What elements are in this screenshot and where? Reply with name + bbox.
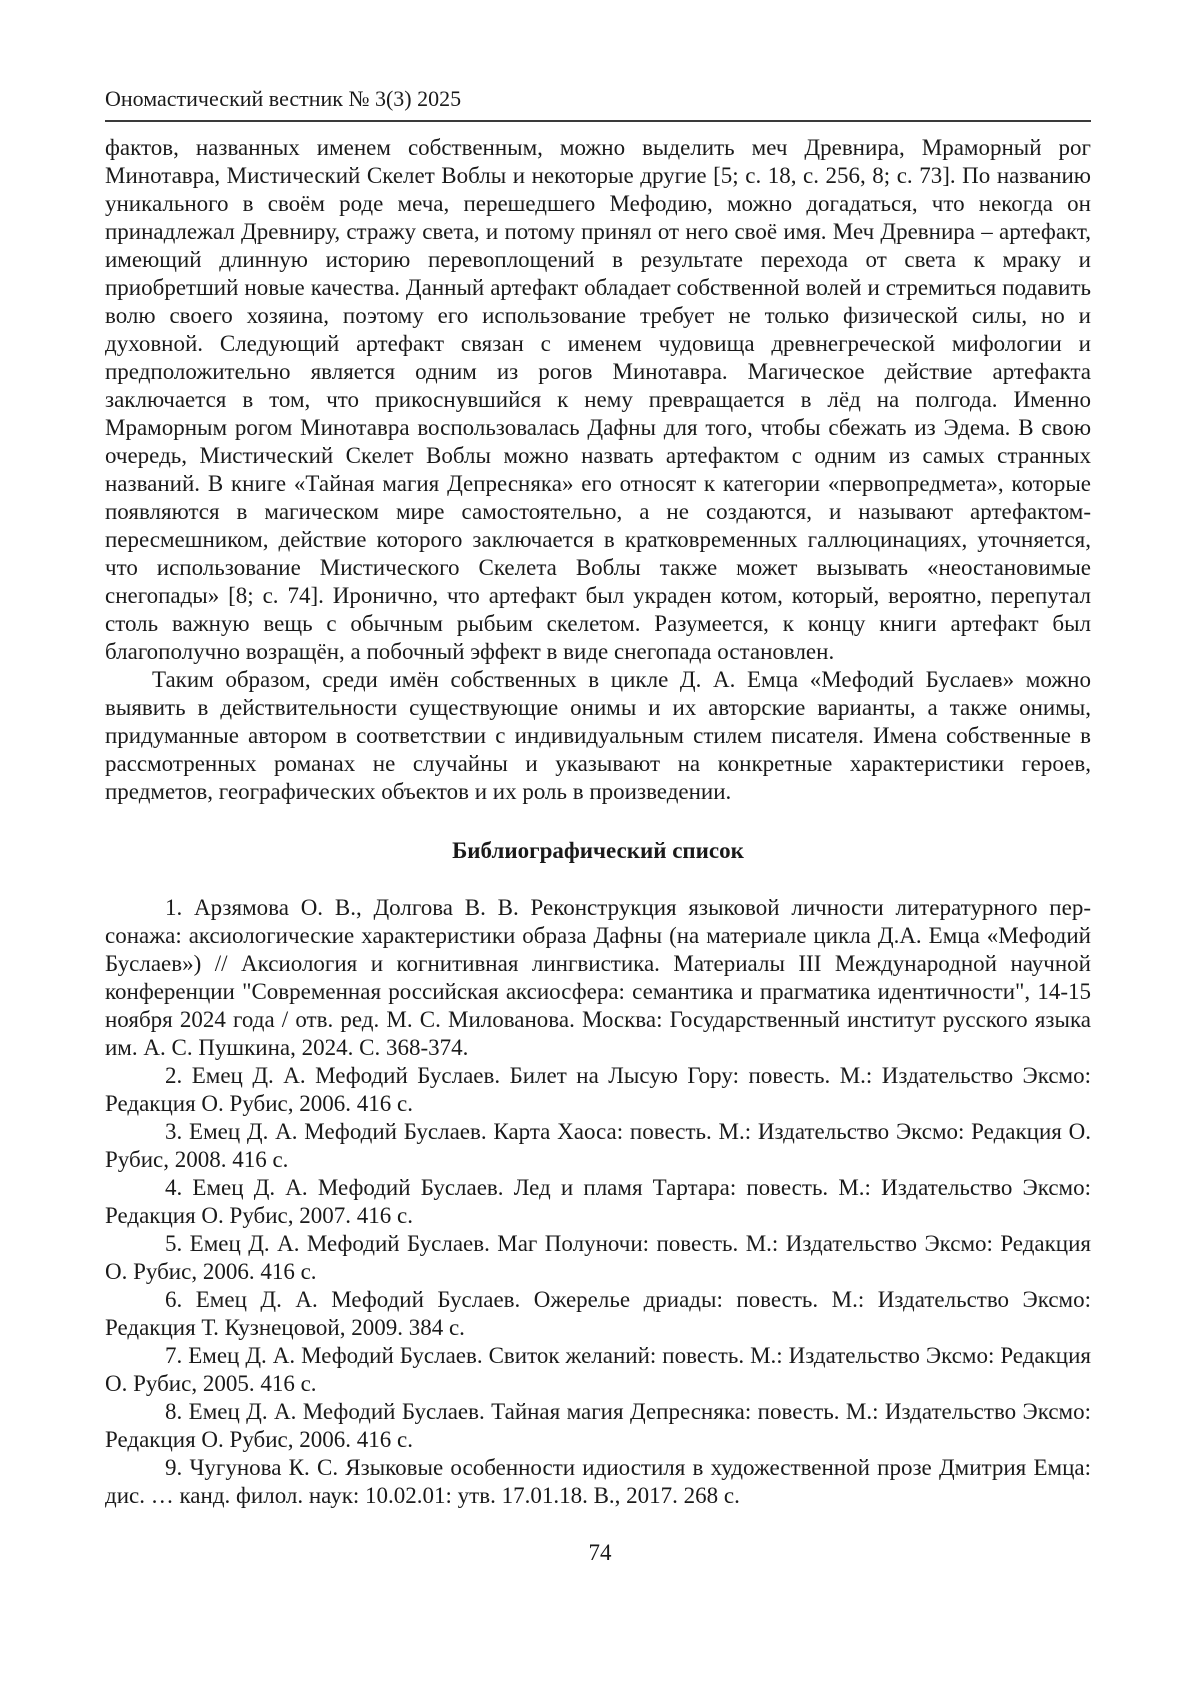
bibliography-item: 2. Емец Д. А. Мефодий Буслаев. Билет на Лысую Гору: повесть. М.: Издательство Эксмо: Редакция О. Рубис, 2006. 416 с. — [105, 1063, 1091, 1116]
header-rule — [105, 120, 1091, 122]
body-paragraph: Таким образом, среди имён собственных в цикле Д. А. Емца «Мефодий Буслаев» можно выявить в действительности существующие онимы и их авторские варианты, а также онимы, придуманные автором в соответствии с индивидуальным стилем писателя. Имена собственные в рассмотренных романах не случайны и указывают на конкретные характеристики героев, предметов, географических объектов и их роль в произведении. — [105, 667, 1091, 804]
page-number: 74 — [588, 1540, 612, 1565]
article-body — [105, 134, 1091, 1510]
bibliography-item: 5. Емец Д. А. Мефодий Буслаев. Маг Полуночи: повесть. М.: Издательство Эксмо: Редакция О. Рубис, 2006. 416 с. — [105, 1231, 1091, 1284]
body-paragraph: фактов, названных именем собственным, можно выделить меч Древнира, Мраморный рог Минотавра, Мистический Скелет Воблы и некоторые другие [5; с. 18, с. 256, 8; с. 73]. По названию уникального в своём роде меча, перешедшего Мефодию, можно догадаться, что некогда он принадлежал Древниру, стражу света, и потому принял от него своё имя. Меч Древнира – артефакт, имеющий длинную историю перевоплощений в результате перехода от света к мраку и приобретший новые качества. Данный артефакт обладает собственной волей и стремиться подавить волю своего хозяина, поэтому его использование требует не только физической силы, но и духовной. Следующий артефакт связан с именем чудовища древнегреческой мифологии и предположительно является одним из рогов Минотавра. Магическое действие артефакта заключается в том, что прикоснувшийся к нему превращается в лёд на полгода. Именно Мраморным рогом Минотавра воспользовалась Дафны для того, чтобы сбежать из Эдема. В свою очередь, Мистический Скелет Воблы можно назвать артефактом с одним из самых странных названий. В книге «Тайная магия Депресняка» его относят к категории «первопредмета», которые появляются в магическом мире самостоятельно, а не создаются, и называют артефактом-пересмешником, действие которого заключается в кратковременных галлюцинациях, уточняется, что использование Мистического Скелета Воблы также может вызывать «неостановимые снегопады» [8; с. 74]. Иронично, что артефакт был украден котом, который, вероятно, перепутал столь важную вещь с обычным рыбьим скелетом. Разумеется, к концу книги артефакт был благополучно возращён, а побочный эффект в виде снегопада остановлен. — [105, 135, 1091, 664]
bibliography-heading: Библиографический список — [452, 838, 744, 863]
bibliography-item: 7. Емец Д. А. Мефодий Буслаев. Свиток желаний: повесть. М.: Издательство Эксмо: Редакция О. Рубис, 2005. 416 с. — [105, 1343, 1091, 1396]
bibliography-item: 3. Емец Д. А. Мефодий Буслаев. Карта Хаоса: повесть. М.: Издательство Эксмо: Редакция О. Рубис, 2008. 416 с. — [105, 1119, 1091, 1172]
running-header: Ономастический вестник № 3(3) 2025 — [105, 86, 462, 111]
bibliography-item: 4. Емец Д. А. Мефодий Буслаев. Лед и пламя Тартара: повесть. М.: Издательство Эксмо: Редакция О. Рубис, 2007. 416 с. — [105, 1175, 1091, 1228]
bibliography-item: 9. Чугунова К. С. Языковые особенности идиостиля в художественной прозе Дмитрия Емца: дис. … канд. филол. наук: 10.02.01: утв. 17.01.18. В., 2017. 268 с. — [105, 1455, 1091, 1508]
bibliography-list — [105, 894, 1091, 1510]
bibliography-item: 6. Емец Д. А. Мефодий Буслаев. Ожерелье дриады: повесть. М.: Издательство Эксмо: Редакция Т. Кузнецовой, 2009. 384 с. — [105, 1287, 1091, 1340]
bibliography-item: 8. Емец Д. А. Мефодий Буслаев. Тайная магия Депресняка: повесть. М.: Издательство Эксмо: Редакция О. Рубис, 2006. 416 с. — [105, 1399, 1091, 1452]
bibliography-item: 1. Арзямова О. В., Долгова В. В. Реконструкция языковой личности литературного персонажа: аксиологические характеристики образа Дафны (на материале цикла Д.А. Емца «Мефодий Буслаев») // Аксиология и когнитивная лингвистика. Материалы III Международной научной конференции "Современная российская аксиосфера: семантика и прагматика идентичности", 14-15 ноября 2024 года / отв. ред. М. С. Милованова. Москва: Государственный институт русского языка им. А. С. Пушкина, 2024. С. 368-374. — [105, 895, 1091, 1060]
